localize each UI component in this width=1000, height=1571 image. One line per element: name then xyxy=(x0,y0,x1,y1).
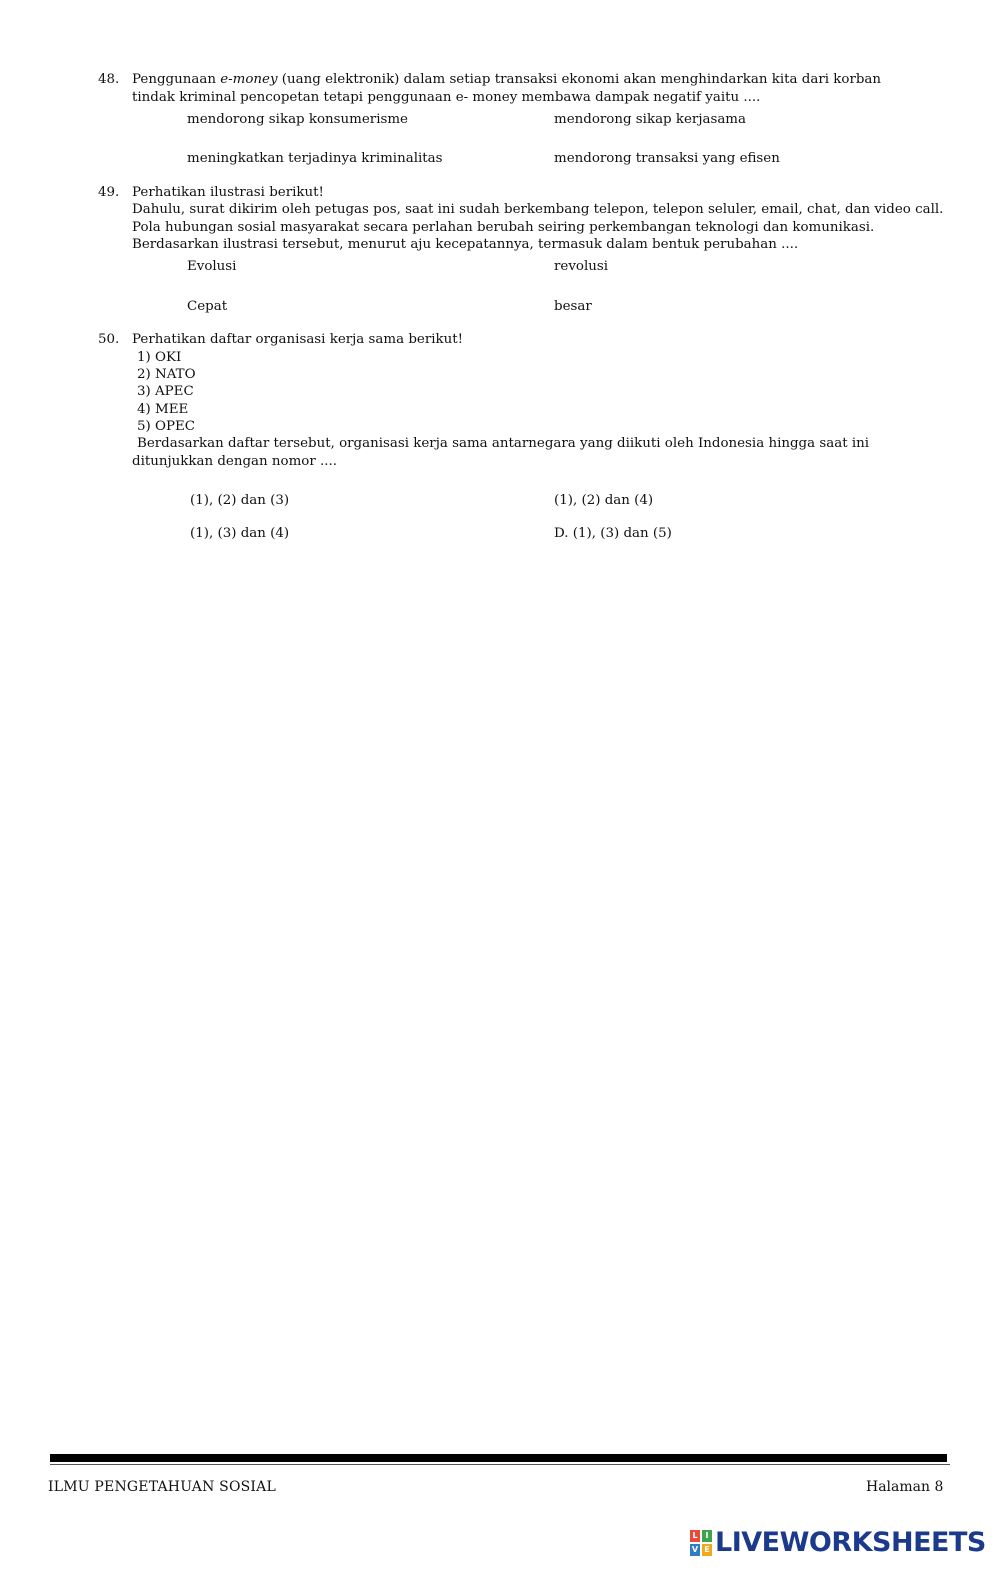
answer-option[interactable]: meningkatkan terjadinya kriminalitas xyxy=(187,151,443,166)
answer-option[interactable]: revolusi xyxy=(554,259,609,274)
logo-tile: E xyxy=(702,1544,712,1556)
answer-option[interactable]: (1), (3) dan (4) xyxy=(190,526,290,541)
question-text-line: Berdasarkan daftar tersebut, organisasi kerja sama antarnegara yang diikuti oleh Indonesia hingga saat ini xyxy=(137,436,870,451)
list-item: 5) OPEC xyxy=(137,419,196,434)
list-item: 3) APEC xyxy=(137,384,194,399)
footer-page-number: Halaman 8 xyxy=(866,1479,944,1495)
footer-divider-thick xyxy=(50,1454,947,1462)
question-text-line-2: tindak kriminal pencopetan tetapi penggunaan e- money membawa dampak negatif yaitu .... xyxy=(132,90,761,105)
list-item: 4) MEE xyxy=(137,402,189,417)
liveworksheets-logo xyxy=(690,1528,986,1558)
logo-text: LIVEWORKSHEETS xyxy=(715,1527,986,1559)
answer-option[interactable]: Cepat xyxy=(187,299,228,314)
answer-option[interactable]: mendorong sikap kerjasama xyxy=(554,112,746,127)
list-item: 2) NATO xyxy=(137,367,196,382)
list-item: 1) OKI xyxy=(137,350,182,365)
answer-option[interactable]: D. (1), (3) dan (5) xyxy=(554,526,672,541)
answer-option[interactable]: Evolusi xyxy=(187,259,237,274)
logo-tile: V xyxy=(691,1545,699,1554)
footer-divider-thin xyxy=(50,1464,950,1465)
question-number: 48. xyxy=(98,72,120,87)
logo-tiles-icon xyxy=(690,1530,712,1556)
logo-tile: I xyxy=(702,1530,712,1542)
question-text-line: Pola hubungan sosial masyarakat secara perlahan berubah seiring perkembangan teknologi dan komunikasi. xyxy=(132,220,875,235)
answer-option[interactable]: (1), (2) dan (3) xyxy=(190,493,290,508)
answer-option[interactable]: besar xyxy=(554,299,592,314)
question-text-line: Berdasarkan ilustrasi tersebut, menurut aju kecepatannya, termasuk dalam bentuk perubahan .... xyxy=(132,237,799,252)
question-text-line-1: Penggunaan e-money (uang elektronik) dalam setiap transaksi ekonomi akan menghindarkan kita dari korban xyxy=(132,72,882,87)
answer-option[interactable]: mendorong transaksi yang efisen xyxy=(554,151,780,166)
footer-subject: ILMU PENGETAHUAN SOSIAL xyxy=(48,1479,276,1495)
question-number: 49. xyxy=(98,185,120,200)
question-text-line: Perhatikan ilustrasi berikut! xyxy=(132,185,324,200)
answer-option[interactable]: (1), (2) dan (4) xyxy=(554,493,654,508)
question-text-line: ditunjukkan dengan nomor .... xyxy=(132,454,338,469)
answer-option[interactable]: mendorong sikap konsumerisme xyxy=(187,112,408,127)
question-intro: Perhatikan daftar organisasi kerja sama berikut! xyxy=(132,332,464,347)
question-text-line: Dahulu, surat dikirim oleh petugas pos, saat ini sudah berkembang telepon, telepon seluler, email, chat, dan video call. xyxy=(132,202,944,217)
question-number: 50. xyxy=(98,332,120,347)
logo-tile: L xyxy=(690,1530,700,1542)
